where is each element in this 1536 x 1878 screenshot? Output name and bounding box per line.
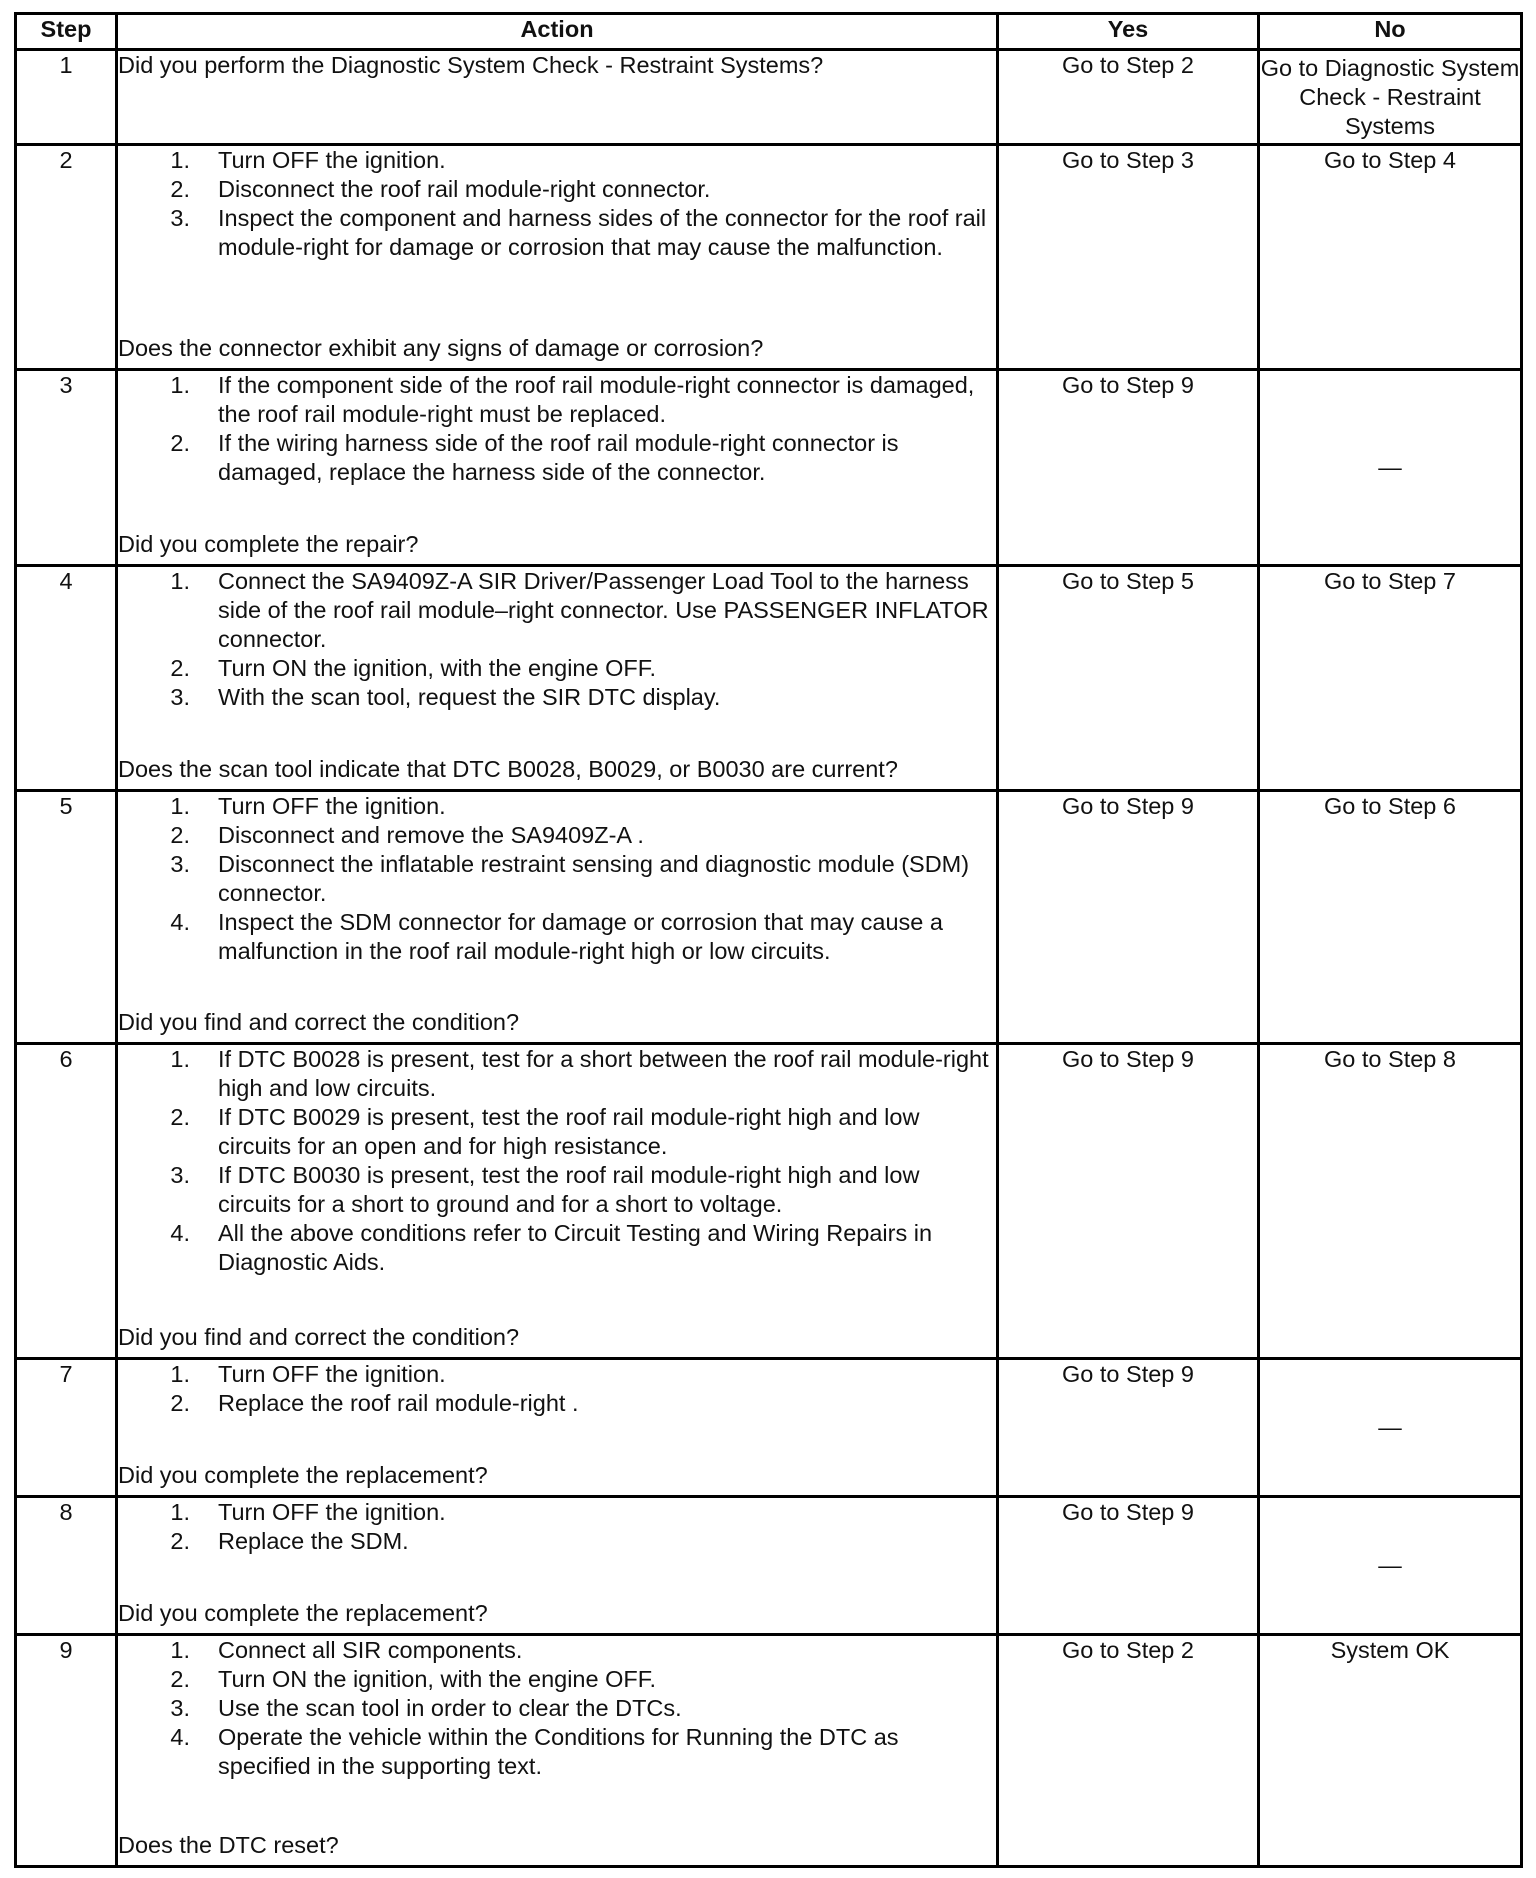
- yes-result: Go to Step 2: [998, 50, 1259, 145]
- action-steps-list: [118, 146, 996, 262]
- action-step-number: 4.: [170, 1724, 190, 1750]
- action-step: [118, 1360, 996, 1389]
- action-cell: [117, 791, 998, 1044]
- action-step-number: 3.: [170, 205, 190, 231]
- action-step: [118, 1694, 996, 1723]
- action-step-text: Turn OFF the ignition.: [218, 793, 446, 819]
- action-steps-list: [118, 1360, 996, 1418]
- action-step-number: 3.: [170, 1162, 190, 1188]
- action-step-text: Turn OFF the ignition.: [218, 1499, 446, 1525]
- action-step-text: Use the scan tool in order to clear the DTCs.: [218, 1695, 682, 1721]
- action-steps-list: [118, 1498, 996, 1556]
- action-step: [118, 371, 996, 429]
- yes-result: Go to Step 9: [998, 370, 1259, 566]
- action-cell: [117, 50, 998, 145]
- table-row: [16, 145, 1522, 370]
- step-number: 9: [16, 1635, 117, 1867]
- action-question: Did you find and correct the condition?: [118, 1009, 520, 1035]
- yes-result: Go to Step 9: [998, 1044, 1259, 1359]
- action-step: [118, 1161, 996, 1219]
- action-step-number: 1.: [170, 793, 190, 819]
- action-step-text: Turn ON the ignition, with the engine OFF.: [218, 655, 657, 681]
- action-question: Did you perform the Diagnostic System Check - Restraint Systems?: [118, 52, 824, 78]
- action-step-number: 1.: [170, 1046, 190, 1072]
- action-step-text: Disconnect the roof rail module-right connector.: [218, 176, 711, 202]
- action-step-text: If the component side of the roof rail module-right connector is damaged, the roof rail module-right must be replaced.: [218, 372, 975, 427]
- action-cell: [117, 145, 998, 370]
- action-cell: [117, 1044, 998, 1359]
- action-content: [118, 1636, 996, 1860]
- action-step-text: Disconnect and remove the SA9409Z-A .: [218, 822, 644, 848]
- action-step-text: Operate the vehicle within the Conditions for Running the DTC as specified in the supporting text.: [218, 1724, 899, 1779]
- action-steps-list: [118, 1636, 996, 1781]
- action-steps-list: [118, 792, 996, 966]
- action-step-text: Connect all SIR components.: [218, 1637, 523, 1663]
- action-content: [118, 51, 996, 138]
- header-step: Step: [16, 14, 117, 50]
- action-step-number: 3.: [170, 1695, 190, 1721]
- step-number: 2: [16, 145, 117, 370]
- no-result: —: [1259, 1359, 1522, 1497]
- step-number: 5: [16, 791, 117, 1044]
- action-question: Does the connector exhibit any signs of damage or corrosion?: [118, 335, 764, 361]
- action-step-text: If DTC B0028 is present, test for a short between the roof rail module-right high and low circuits.: [218, 1046, 989, 1101]
- table-row: [16, 1044, 1522, 1359]
- step-number: 8: [16, 1497, 117, 1635]
- action-step: [118, 1045, 996, 1103]
- table-row: [16, 1497, 1522, 1635]
- action-question: Does the DTC reset?: [118, 1832, 339, 1858]
- action-step-number: 2.: [170, 822, 190, 848]
- action-step: [118, 567, 996, 654]
- action-step-number: 2.: [170, 1528, 190, 1554]
- action-step-text: Disconnect the inflatable restraint sensing and diagnostic module (SDM) connector.: [218, 851, 970, 906]
- action-step-text: With the scan tool, request the SIR DTC display.: [218, 684, 721, 710]
- action-step-number: 2.: [170, 1104, 190, 1130]
- step-number: 7: [16, 1359, 117, 1497]
- action-content: [118, 146, 996, 363]
- action-step: [118, 146, 996, 175]
- action-content: [118, 792, 996, 1037]
- no-result: —: [1259, 370, 1522, 566]
- action-step: [118, 1498, 996, 1527]
- action-step-number: 4.: [170, 1220, 190, 1246]
- action-steps-list: [118, 1045, 996, 1277]
- action-question: Did you complete the repair?: [118, 531, 419, 557]
- action-step: [118, 654, 996, 683]
- action-step: [118, 1103, 996, 1161]
- step-number: 1: [16, 50, 117, 145]
- action-step-text: Replace the roof rail module-right .: [218, 1390, 579, 1416]
- action-step-number: 2.: [170, 1390, 190, 1416]
- no-result: Go to Diagnostic System Check - Restraint Systems: [1259, 50, 1522, 145]
- yes-result: Go to Step 9: [998, 1359, 1259, 1497]
- action-cell: [117, 1497, 998, 1635]
- table-row: [16, 791, 1522, 1044]
- action-step: [118, 908, 996, 966]
- action-question: Does the scan tool indicate that DTC B0028, B0029, or B0030 are current?: [118, 756, 898, 782]
- action-step-text: Turn OFF the ignition.: [218, 1361, 446, 1387]
- action-content: [118, 1498, 996, 1628]
- action-step: [118, 1219, 996, 1277]
- table-row: [16, 1359, 1522, 1497]
- diagnostic-table: [14, 12, 1523, 1868]
- action-step-number: 1.: [170, 1361, 190, 1387]
- action-cell: [117, 370, 998, 566]
- header-no: No: [1259, 14, 1522, 50]
- action-step: [118, 792, 996, 821]
- table-row: [16, 370, 1522, 566]
- action-step: [118, 175, 996, 204]
- table-row: [16, 1635, 1522, 1867]
- action-step-number: 1.: [170, 568, 190, 594]
- action-step-number: 3.: [170, 851, 190, 877]
- action-step-text: Replace the SDM.: [218, 1528, 409, 1554]
- action-step-text: Turn ON the ignition, with the engine OFF.: [218, 1666, 657, 1692]
- action-step: [118, 1389, 996, 1418]
- action-content: [118, 567, 996, 784]
- action-step-number: 2.: [170, 176, 190, 202]
- action-steps-list: [118, 567, 996, 712]
- action-step-text: Turn OFF the ignition.: [218, 147, 446, 173]
- header-row: [16, 14, 1522, 50]
- action-cell: [117, 1635, 998, 1867]
- no-result: Go to Step 7: [1259, 566, 1522, 791]
- action-step: [118, 204, 996, 262]
- no-result: —: [1259, 1497, 1522, 1635]
- action-step: [118, 850, 996, 908]
- step-number: 6: [16, 1044, 117, 1359]
- no-result: Go to Step 4: [1259, 145, 1522, 370]
- action-question: Did you find and correct the condition?: [118, 1324, 520, 1350]
- yes-result: Go to Step 3: [998, 145, 1259, 370]
- table-row: [16, 566, 1522, 791]
- step-number: 4: [16, 566, 117, 791]
- action-step-number: 2.: [170, 655, 190, 681]
- action-step-number: 2.: [170, 1666, 190, 1692]
- header-action: Action: [117, 14, 998, 50]
- action-step-number: 1.: [170, 147, 190, 173]
- no-result: System OK: [1259, 1635, 1522, 1867]
- yes-result: Go to Step 9: [998, 791, 1259, 1044]
- action-step-number: 1.: [170, 1499, 190, 1525]
- action-cell: [117, 566, 998, 791]
- action-step-text: All the above conditions refer to Circuit Testing and Wiring Repairs in Diagnostic Aids.: [218, 1220, 933, 1275]
- action-step-number: 2.: [170, 430, 190, 456]
- action-step: [118, 821, 996, 850]
- action-step-number: 1.: [170, 1637, 190, 1663]
- action-steps-list: [118, 371, 996, 487]
- table-body: [16, 50, 1522, 1867]
- action-step-text: Connect the SA9409Z-A SIR Driver/Passenger Load Tool to the harness side of the roof rail module–right connector. Use PASSENGER INFLATOR connector.: [218, 568, 989, 652]
- action-step: [118, 1723, 996, 1781]
- action-step: [118, 683, 996, 712]
- no-result: Go to Step 8: [1259, 1044, 1522, 1359]
- action-step: [118, 429, 996, 487]
- action-content: [118, 1045, 996, 1352]
- action-question: Did you complete the replacement?: [118, 1600, 488, 1626]
- action-step-text: If the wiring harness side of the roof rail module-right connector is damaged, replace the harness side of the connector.: [218, 430, 899, 485]
- header-yes: Yes: [998, 14, 1259, 50]
- action-step-number: 3.: [170, 684, 190, 710]
- action-step-text: If DTC B0029 is present, test the roof rail module-right high and low circuits for an open and for high resistance.: [218, 1104, 920, 1159]
- action-content: [118, 371, 996, 559]
- action-step: [118, 1527, 996, 1556]
- action-step-text: If DTC B0030 is present, test the roof rail module-right high and low circuits for a short to ground and for a short to voltage.: [218, 1162, 920, 1217]
- action-step-number: 1.: [170, 372, 190, 398]
- action-cell: [117, 1359, 998, 1497]
- action-step: [118, 1636, 996, 1665]
- no-result: Go to Step 6: [1259, 791, 1522, 1044]
- yes-result: Go to Step 2: [998, 1635, 1259, 1867]
- action-content: [118, 1360, 996, 1490]
- table-row: [16, 50, 1522, 145]
- action-question: Did you complete the replacement?: [118, 1462, 488, 1488]
- step-number: 3: [16, 370, 117, 566]
- action-step: [118, 1665, 996, 1694]
- action-step-text: Inspect the component and harness sides of the connector for the roof rail module-right for damage or corrosion that may cause the malfunction.: [218, 205, 987, 260]
- action-step-number: 4.: [170, 909, 190, 935]
- yes-result: Go to Step 9: [998, 1497, 1259, 1635]
- action-step-text: Inspect the SDM connector for damage or corrosion that may cause a malfunction in the roof rail module-right high or low circuits.: [218, 909, 943, 964]
- yes-result: Go to Step 5: [998, 566, 1259, 791]
